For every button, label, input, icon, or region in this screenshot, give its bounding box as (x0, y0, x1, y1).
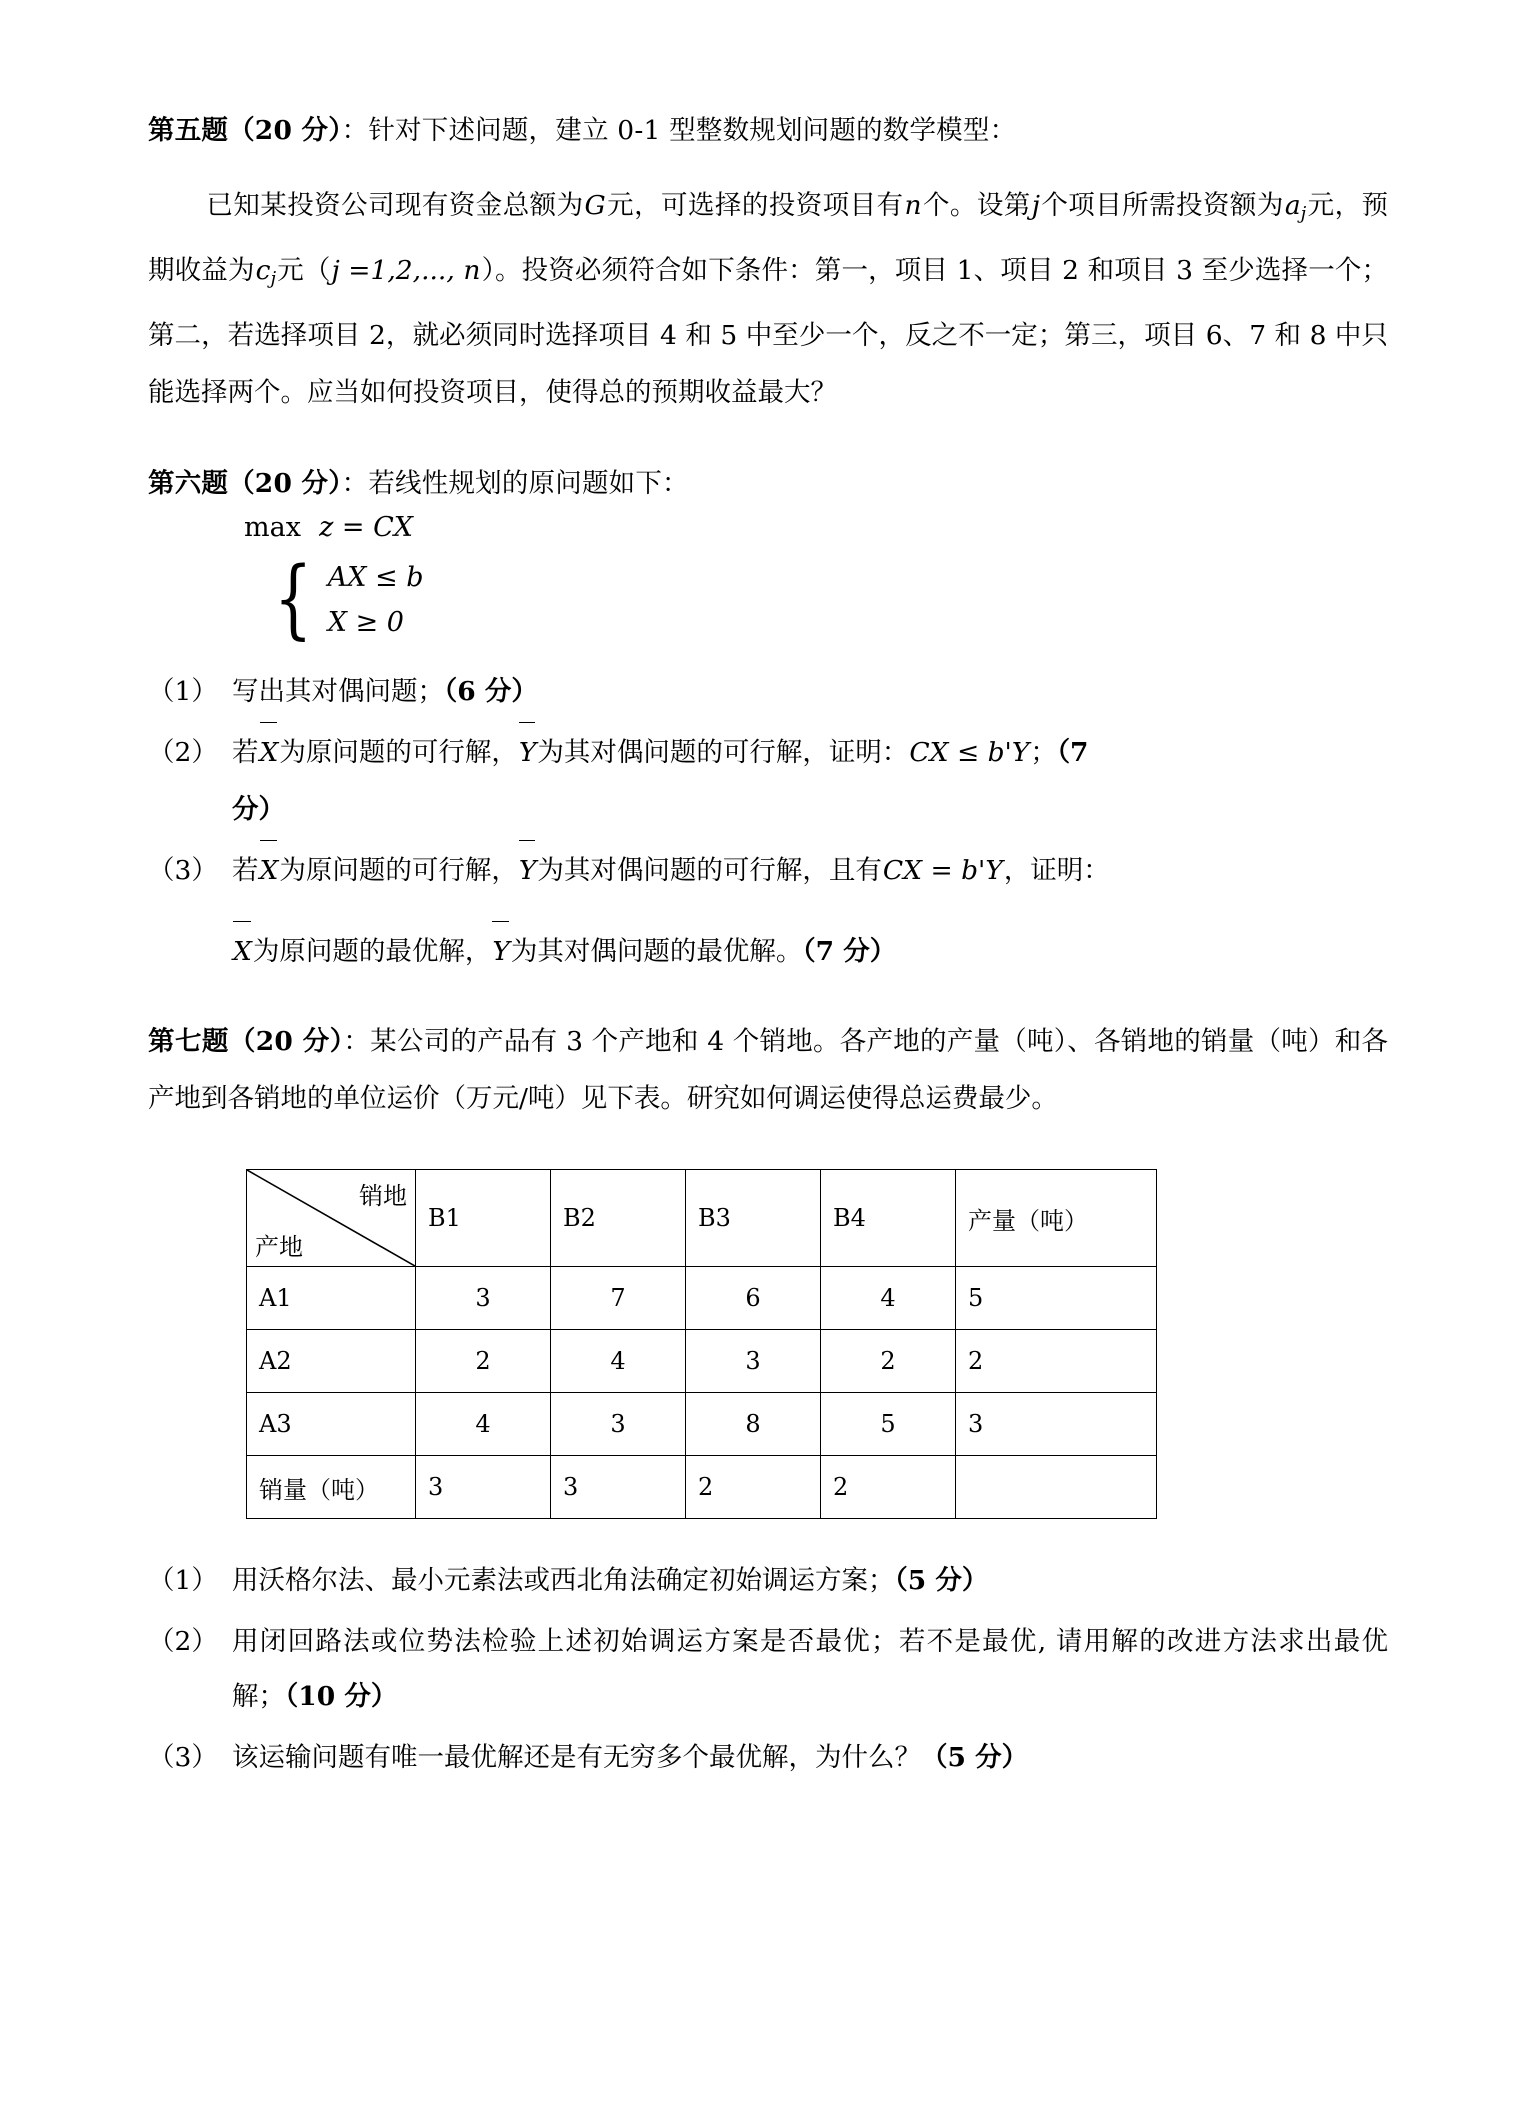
q6-item-3-formula: CX = b'Y (882, 855, 1003, 887)
cell-a1-b4: 4 (821, 1267, 956, 1330)
q5-text-mid1: 元，可选择的投资项目有 (606, 190, 904, 221)
symbol-y-bar: Y (518, 725, 538, 780)
row-header-a3: A3 (247, 1393, 416, 1456)
symbol-x-bar: X (259, 843, 280, 898)
q5-text-mid3: 个项目所需投资额为 (1040, 190, 1284, 221)
col-header-b2: B2 (551, 1170, 686, 1267)
q7-item-1-number: （1） (148, 1565, 218, 1597)
cell-a2-b4: 2 (821, 1330, 956, 1393)
symbol-y-bar: Y (491, 924, 511, 979)
corner-row-label: 产地 (255, 1233, 303, 1262)
q6-item-3-text-mid1: 为原问题的可行解， (279, 855, 518, 887)
q6-item-1-points: （6 分） (444, 676, 538, 708)
q7-item-3-number: （3） (148, 1742, 218, 1774)
max-operator: max (244, 512, 301, 544)
table-demand-row (247, 1456, 1157, 1519)
q7-item-3-text: 该运输问题有唯一最优解还是有无穷多个最优解，为什么？ (232, 1742, 921, 1774)
cell-demand-b2: 3 (551, 1456, 686, 1519)
question-6-formula-block (244, 506, 1388, 650)
cell-a2-b1: 2 (416, 1330, 551, 1393)
q5-text-pre: 已知某投资公司现有资金总额为 (206, 190, 584, 221)
cell-a1-b1: 3 (416, 1267, 551, 1330)
symbol-c-j: $c_j$ (255, 255, 277, 290)
q6-item-3-text-mid2: 为其对偶问题的可行解，且有 (537, 855, 882, 887)
col-header-supply: 产量（吨） (956, 1170, 1157, 1267)
q7-item-3-points: （5 分） (921, 1742, 1029, 1774)
symbol-j: j (1031, 190, 1040, 221)
symbol-a-j: $a_j$ (1284, 190, 1307, 225)
question-6-heading-rest: ：若线性规划的原问题如下： (341, 468, 689, 500)
corner-col-label: 销地 (359, 1182, 407, 1211)
q6-item-3-points: （7 分） (802, 936, 897, 968)
cell-demand-supply-blank (956, 1456, 1157, 1519)
q6-item-1-body (232, 664, 1388, 719)
symbol-x-bar: X (232, 924, 253, 979)
q7-item-3 (148, 1730, 1388, 1785)
q6-item-3-conclusion-mid: 为其对偶问题的最优解。 (510, 936, 803, 968)
cell-a3-b4: 5 (821, 1393, 956, 1456)
cell-demand-b1: 3 (416, 1456, 551, 1519)
q6-item-1-number: （1） (148, 676, 218, 708)
cell-a3-supply: 3 (956, 1393, 1157, 1456)
cell-a2-supply: 2 (956, 1330, 1157, 1393)
q6-item-3-body (232, 843, 1388, 979)
question-5-section (148, 108, 1388, 421)
cell-a3-b1: 4 (416, 1393, 551, 1456)
q6-item-2-text-pre: 若 (232, 737, 259, 769)
q7-item-2-body (232, 1614, 1388, 1724)
q7-item-1-text: 用沃格尔法、最小元素法或西北角法确定初始调运方案； (232, 1565, 895, 1597)
q7-item-3-body (232, 1730, 1388, 1785)
constraint-system (274, 549, 1388, 650)
question-6-heading-bold: 第六题（20 分） (148, 468, 342, 500)
table-corner-cell (247, 1170, 416, 1267)
q6-item-2-text-mid1: 为原问题的可行解， (279, 737, 518, 769)
col-header-b1: B1 (416, 1170, 551, 1267)
q6-item-1-text: 写出其对偶问题； (232, 676, 444, 708)
q7-item-1-points: （5 分） (894, 1565, 989, 1597)
index-range-expression: j =1,2,..., n (331, 255, 481, 287)
cell-demand-b3: 2 (686, 1456, 821, 1519)
col-header-b3: B3 (686, 1170, 821, 1267)
q7-item-1-body (232, 1553, 1388, 1608)
row-header-a2: A2 (247, 1330, 416, 1393)
symbol-y-bar: Y (518, 843, 538, 898)
q6-item-3-text-end: ，证明： (1003, 855, 1110, 887)
cell-a3-b2: 3 (551, 1393, 686, 1456)
table-row (247, 1393, 1157, 1456)
question-6-heading (148, 461, 1388, 500)
col-header-b4: B4 (821, 1170, 956, 1267)
q6-item-2-points-tail: 分） (232, 794, 285, 826)
cell-demand-b4: 2 (821, 1456, 956, 1519)
q5-text-mid4: 元，预期收益为 (148, 190, 1389, 287)
q6-item-2-text-mid2: 为其对偶问题的可行解，证明： (537, 737, 909, 769)
question-5-heading (148, 108, 1388, 147)
q7-item-1 (148, 1553, 1388, 1608)
cell-a2-b2: 4 (551, 1330, 686, 1393)
question-6-subitems (148, 664, 1388, 979)
q6-item-2-body (232, 725, 1388, 837)
q7-item-2 (148, 1614, 1388, 1724)
cell-a1-supply: 5 (956, 1267, 1157, 1330)
transportation-cost-table (246, 1169, 1157, 1519)
q6-item-3-conclusion (232, 924, 1388, 979)
table-row (247, 1330, 1157, 1393)
cell-a2-b3: 3 (686, 1330, 821, 1393)
cell-a3-b3: 8 (686, 1393, 821, 1456)
q6-item-3-conclusion-pre: 为原问题的最优解， (252, 936, 492, 968)
q6-item-1 (148, 664, 1388, 719)
question-7-section (148, 1013, 1388, 1785)
q6-item-3 (148, 843, 1388, 979)
symbol-x-bar: X (259, 725, 280, 780)
q6-item-2 (148, 725, 1388, 837)
constraint-2: X ≥ 0 (327, 607, 404, 639)
q6-item-3-text-pre: 若 (232, 855, 259, 887)
q5-text-mid6: ）。投资必须符合如下条件：第一，项目 1、项目 2 和项目 3 至少选择一个；第二，若选择项目 2，就必须同时选择项目 4 和 5 中至少一个，反之不一定；第三，项目 6、7 和 8 中只能选择两个。应当如何投资项目，使得总的预期收益最大？ (148, 255, 1389, 409)
question-7-heading-bold: 第七题（20 分） (148, 1026, 344, 1058)
q6-item-2-text-end: ； (1030, 737, 1057, 769)
objective-function (244, 506, 1388, 550)
table-header-row (247, 1170, 1157, 1267)
q5-text-mid2: 个。设第 (922, 190, 1031, 221)
q6-item-2-number: （2） (148, 737, 218, 769)
table-row (247, 1267, 1157, 1330)
question-5-body (148, 177, 1388, 421)
q7-item-2-points: （10 分） (285, 1681, 398, 1713)
q5-text-mid5: 元（ (277, 255, 331, 287)
cell-a1-b3: 6 (686, 1267, 821, 1330)
left-brace-glyph: { (274, 549, 313, 650)
objective-expression: z = CX (319, 512, 414, 544)
q7-item-2-text: 用闭回路法或位势法检验上述初始调运方案是否最优；若不是最优, 请用解的改进方法求出最优解； (232, 1626, 1388, 1713)
cell-a1-b2: 7 (551, 1267, 686, 1330)
symbol-G: G (584, 190, 606, 221)
row-header-a1: A1 (247, 1267, 416, 1330)
q7-item-2-number: （2） (148, 1626, 218, 1658)
question-7-heading (148, 1013, 1388, 1127)
q6-item-3-number: （3） (148, 855, 218, 887)
question-6-section (148, 461, 1388, 979)
constraint-1: AX ≤ b (327, 562, 424, 594)
question-7-heading-rest: ：某公司的产品有 3 个产地和 4 个销地。各产地的产量（吨）、各销地的销量（吨）和各产地到各销地的单位运价（万元/吨）见下表。研究如何调运使得总运费最少。 (148, 1026, 1389, 1115)
row-header-demand: 销量（吨） (247, 1456, 416, 1519)
symbol-n: n (904, 190, 922, 221)
q6-item-2-points-open: （7 (1056, 737, 1089, 769)
question-7-subitems (148, 1553, 1388, 1785)
question-5-heading-bold: 第五题（20 分） (148, 115, 342, 146)
q6-item-2-formula: CX ≤ b'Y (909, 737, 1030, 769)
question-5-heading-rest: ：针对下述问题，建立 0-1 型整数规划问题的数学模型： (341, 115, 1017, 146)
